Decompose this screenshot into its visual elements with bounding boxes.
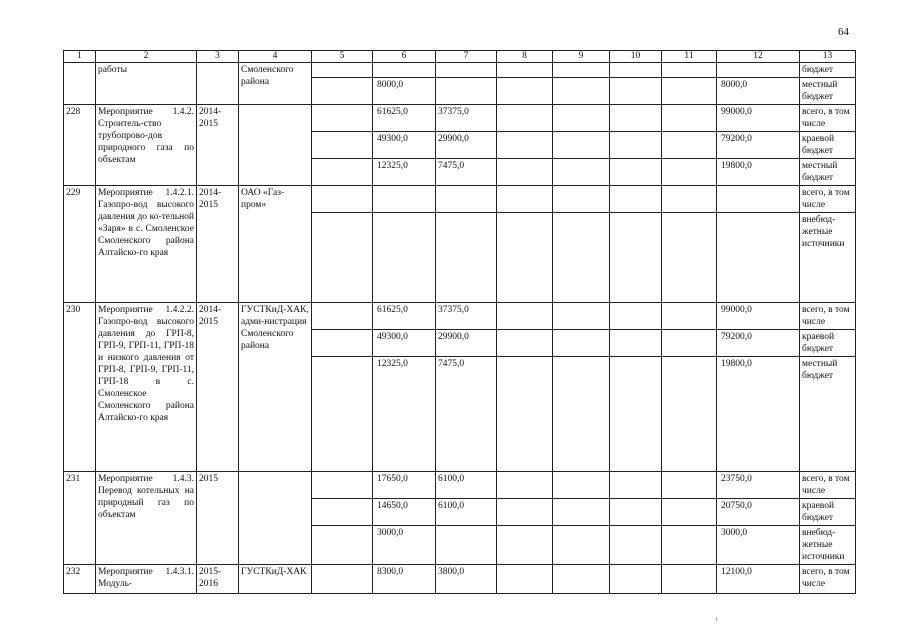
cell-source: бюджет: [800, 63, 856, 78]
cell-source: всего, в том числе: [800, 186, 856, 213]
cell-executor: [239, 105, 312, 186]
table-row: [64, 472, 856, 499]
cell-col7: 37375,0: [436, 303, 497, 330]
cell-col7: 6100,0: [436, 499, 497, 526]
col-header-9: 9: [553, 51, 610, 63]
cell-source: всего, в том числе: [800, 105, 856, 132]
cell-name: Мероприятие 1.4.3. Перевод котельных на природный газ по объектам: [96, 472, 197, 565]
cell-executor: ОАО «Газ-пром»: [239, 186, 312, 303]
cell-col6: 8300,0: [373, 565, 436, 594]
cell-source: всего, в том числе: [800, 472, 856, 499]
cell-source: местный бюджет: [800, 159, 856, 186]
col-header-11: 11: [662, 51, 717, 63]
cell-num: 230: [64, 303, 96, 472]
table-row: [64, 186, 856, 213]
cell-col6: 49300,0: [373, 132, 436, 159]
cell-col6: 17650,0: [373, 472, 436, 499]
cell-col12: 99000,0: [717, 303, 800, 330]
cell-num: 229: [64, 186, 96, 303]
cell-col6: 61625,0: [373, 303, 436, 330]
cell-source: внебюд-жетные источники: [800, 526, 856, 565]
cell-col7: 37375,0: [436, 105, 497, 132]
cell-source: всего, в том числе: [800, 565, 856, 594]
cell-name: Мероприятие 1.4.3.1. Модуль-: [96, 565, 197, 594]
cell-col12: 79200,0: [717, 330, 800, 357]
table-row: [64, 63, 856, 78]
table-row: [64, 565, 856, 594]
cell-col6: 14650,0: [373, 499, 436, 526]
scan-mark: [716, 617, 717, 621]
col-header-3: 3: [197, 51, 239, 63]
cell-source: краевой бюджет: [800, 132, 856, 159]
cell-col12: 19800,0: [717, 159, 800, 186]
cell-years: 2014-2015: [197, 186, 239, 303]
col-header-1: 1: [64, 51, 96, 63]
cell-name: Мероприятие 1.4.2. Строитель-ство трубопрово-дов природного газа по объектам: [96, 105, 197, 186]
cell-num: 228: [64, 105, 96, 186]
cell-col12: 12100,0: [717, 565, 800, 594]
cell-col12: 3000,0: [717, 526, 800, 565]
cell-name: работы: [96, 63, 197, 105]
cell-col7: 29900,0: [436, 330, 497, 357]
page-number: 64: [838, 26, 849, 38]
cell-years: 2015: [197, 472, 239, 565]
cell-source: местный бюджет: [800, 78, 856, 105]
cell-col6: 3000,0: [373, 526, 436, 565]
cell-years: [197, 63, 239, 105]
cell-col12: 20750,0: [717, 499, 800, 526]
cell-years: 2014-2015: [197, 105, 239, 186]
cell-col7: 7475,0: [436, 357, 497, 472]
cell-col12: 99000,0: [717, 105, 800, 132]
col-header-13: 13: [800, 51, 856, 63]
cell-executor: [239, 472, 312, 565]
col-header-2: 2: [96, 51, 197, 63]
cell-years: 2014-2015: [197, 303, 239, 472]
cell-executor: ГУСТКиД-ХАК: [239, 565, 312, 594]
cell-num: [64, 63, 96, 105]
col-header-8: 8: [497, 51, 553, 63]
cell-col6: 49300,0: [373, 330, 436, 357]
cell-name: Мероприятие 1.4.2.2. Газопро-вод высокого давления до ГРП-8, ГРП-9, ГРП-11, ГРП-18 и низкого давления от ГРП-8, ГРП-9, ГРП-11, ГРП-18 в с. Смоленское Смоленского района Алтайско-го края: [96, 303, 197, 472]
cell-source: внебюд-жетные источники: [800, 213, 856, 303]
cell-source: местный бюджет: [800, 357, 856, 472]
cell-col12: 23750,0: [717, 472, 800, 499]
table-row: [64, 303, 856, 330]
col-header-12: 12: [717, 51, 800, 63]
cell-col6: 12325,0: [373, 357, 436, 472]
col-header-5: 5: [312, 51, 373, 63]
col-header-4: 4: [239, 51, 312, 63]
cell-col7: [436, 526, 497, 565]
cell-num: 231: [64, 472, 96, 565]
funding-table: [63, 50, 856, 594]
cell-executor: ГУСТКиД-ХАК, адми-нистрация Смоленского района: [239, 303, 312, 472]
cell-col7: 6100,0: [436, 472, 497, 499]
cell-col6: 8000,0: [373, 78, 436, 105]
col-header-10: 10: [610, 51, 662, 63]
cell-source: краевой бюджет: [800, 330, 856, 357]
cell-source: краевой бюджет: [800, 499, 856, 526]
cell-col7: 29900,0: [436, 132, 497, 159]
cell-col6: 12325,0: [373, 159, 436, 186]
cell-col6: 61625,0: [373, 105, 436, 132]
column-number-row: [64, 51, 856, 63]
cell-col7: 7475,0: [436, 159, 497, 186]
cell-col12: 8000,0: [717, 78, 800, 105]
cell-years: 2015-2016: [197, 565, 239, 594]
cell-col12: 19800,0: [717, 357, 800, 472]
cell-name: Мероприятие 1.4.2.1. Газопро-вод высокого давления до ко-тельной «Заря» в с. Смоленское Смоленского района Алтайско-го края: [96, 186, 197, 303]
table-row: [64, 105, 856, 132]
cell-num: 232: [64, 565, 96, 594]
col-header-7: 7: [436, 51, 497, 63]
col-header-6: 6: [373, 51, 436, 63]
cell-col7: 3800,0: [436, 565, 497, 594]
cell-source: всего, в том числе: [800, 303, 856, 330]
cell-executor: Смоленского района: [239, 63, 312, 105]
cell-col12: 79200,0: [717, 132, 800, 159]
